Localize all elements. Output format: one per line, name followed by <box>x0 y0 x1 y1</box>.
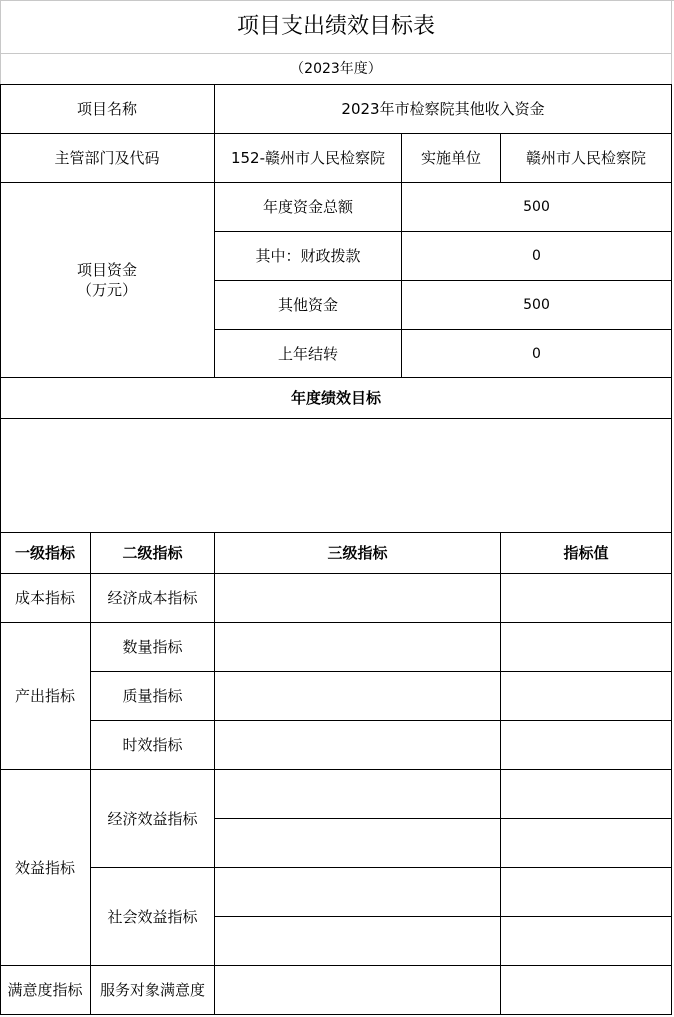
output-indicator: 产出指标 <box>14 687 75 705</box>
cost-economic-indicator: 经济成本指标 <box>107 589 198 607</box>
benefit-social-indicator: 社会效益指标 <box>107 907 198 926</box>
funds-total-label: 年度资金总额 <box>262 198 353 216</box>
benefit-indicator: 效益指标 <box>14 858 75 877</box>
satisfaction-indicator: 满意度指标 <box>7 981 83 999</box>
dept-label: 主管部门及代码 <box>54 149 160 167</box>
impl-unit-value: 赣州市人民检察院 <box>525 149 646 167</box>
annual-goal-header: 年度绩效目标 <box>290 389 381 407</box>
funds-label-line1: 项目资金 <box>76 261 137 279</box>
satisfaction-service-indicator: 服务对象满意度 <box>99 981 205 999</box>
header-value: 指标值 <box>563 544 609 562</box>
annual-goal-content <box>1 419 671 532</box>
benefit-economic-indicator: 经济效益指标 <box>107 809 198 828</box>
dept-value: 152-赣州市人民检察院 <box>230 149 386 167</box>
funds-total-value: 500 <box>523 199 550 215</box>
impl-unit-label: 实施单位 <box>420 149 481 167</box>
project-name-value: 2023年市检察院其他收入资金 <box>341 100 545 118</box>
header-level2: 二级指标 <box>122 544 183 562</box>
funds-fiscal-label: 其中：财政拨款 <box>255 247 361 265</box>
funds-carryover-value: 0 <box>532 345 541 362</box>
funds-label <box>0 183 214 377</box>
header-level3: 三级指标 <box>327 544 388 562</box>
page-title: 项目支出绩效目标表 <box>236 14 435 39</box>
funds-other-value: 500 <box>523 297 550 313</box>
output-time-indicator: 时效指标 <box>122 736 183 754</box>
fiscal-year: （2023年度） <box>290 61 382 77</box>
funds-label-line2: （万元） <box>76 281 137 299</box>
header-level1: 一级指标 <box>14 544 75 562</box>
funds-fiscal-value: 0 <box>532 248 541 264</box>
output-quantity-indicator: 数量指标 <box>122 638 183 656</box>
project-name-label: 项目名称 <box>76 100 137 118</box>
output-quality-indicator: 质量指标 <box>122 687 183 705</box>
funds-other-label: 其他资金 <box>277 296 338 314</box>
cost-indicator: 成本指标 <box>14 589 75 607</box>
funds-carryover-label: 上年结转 <box>277 344 338 363</box>
